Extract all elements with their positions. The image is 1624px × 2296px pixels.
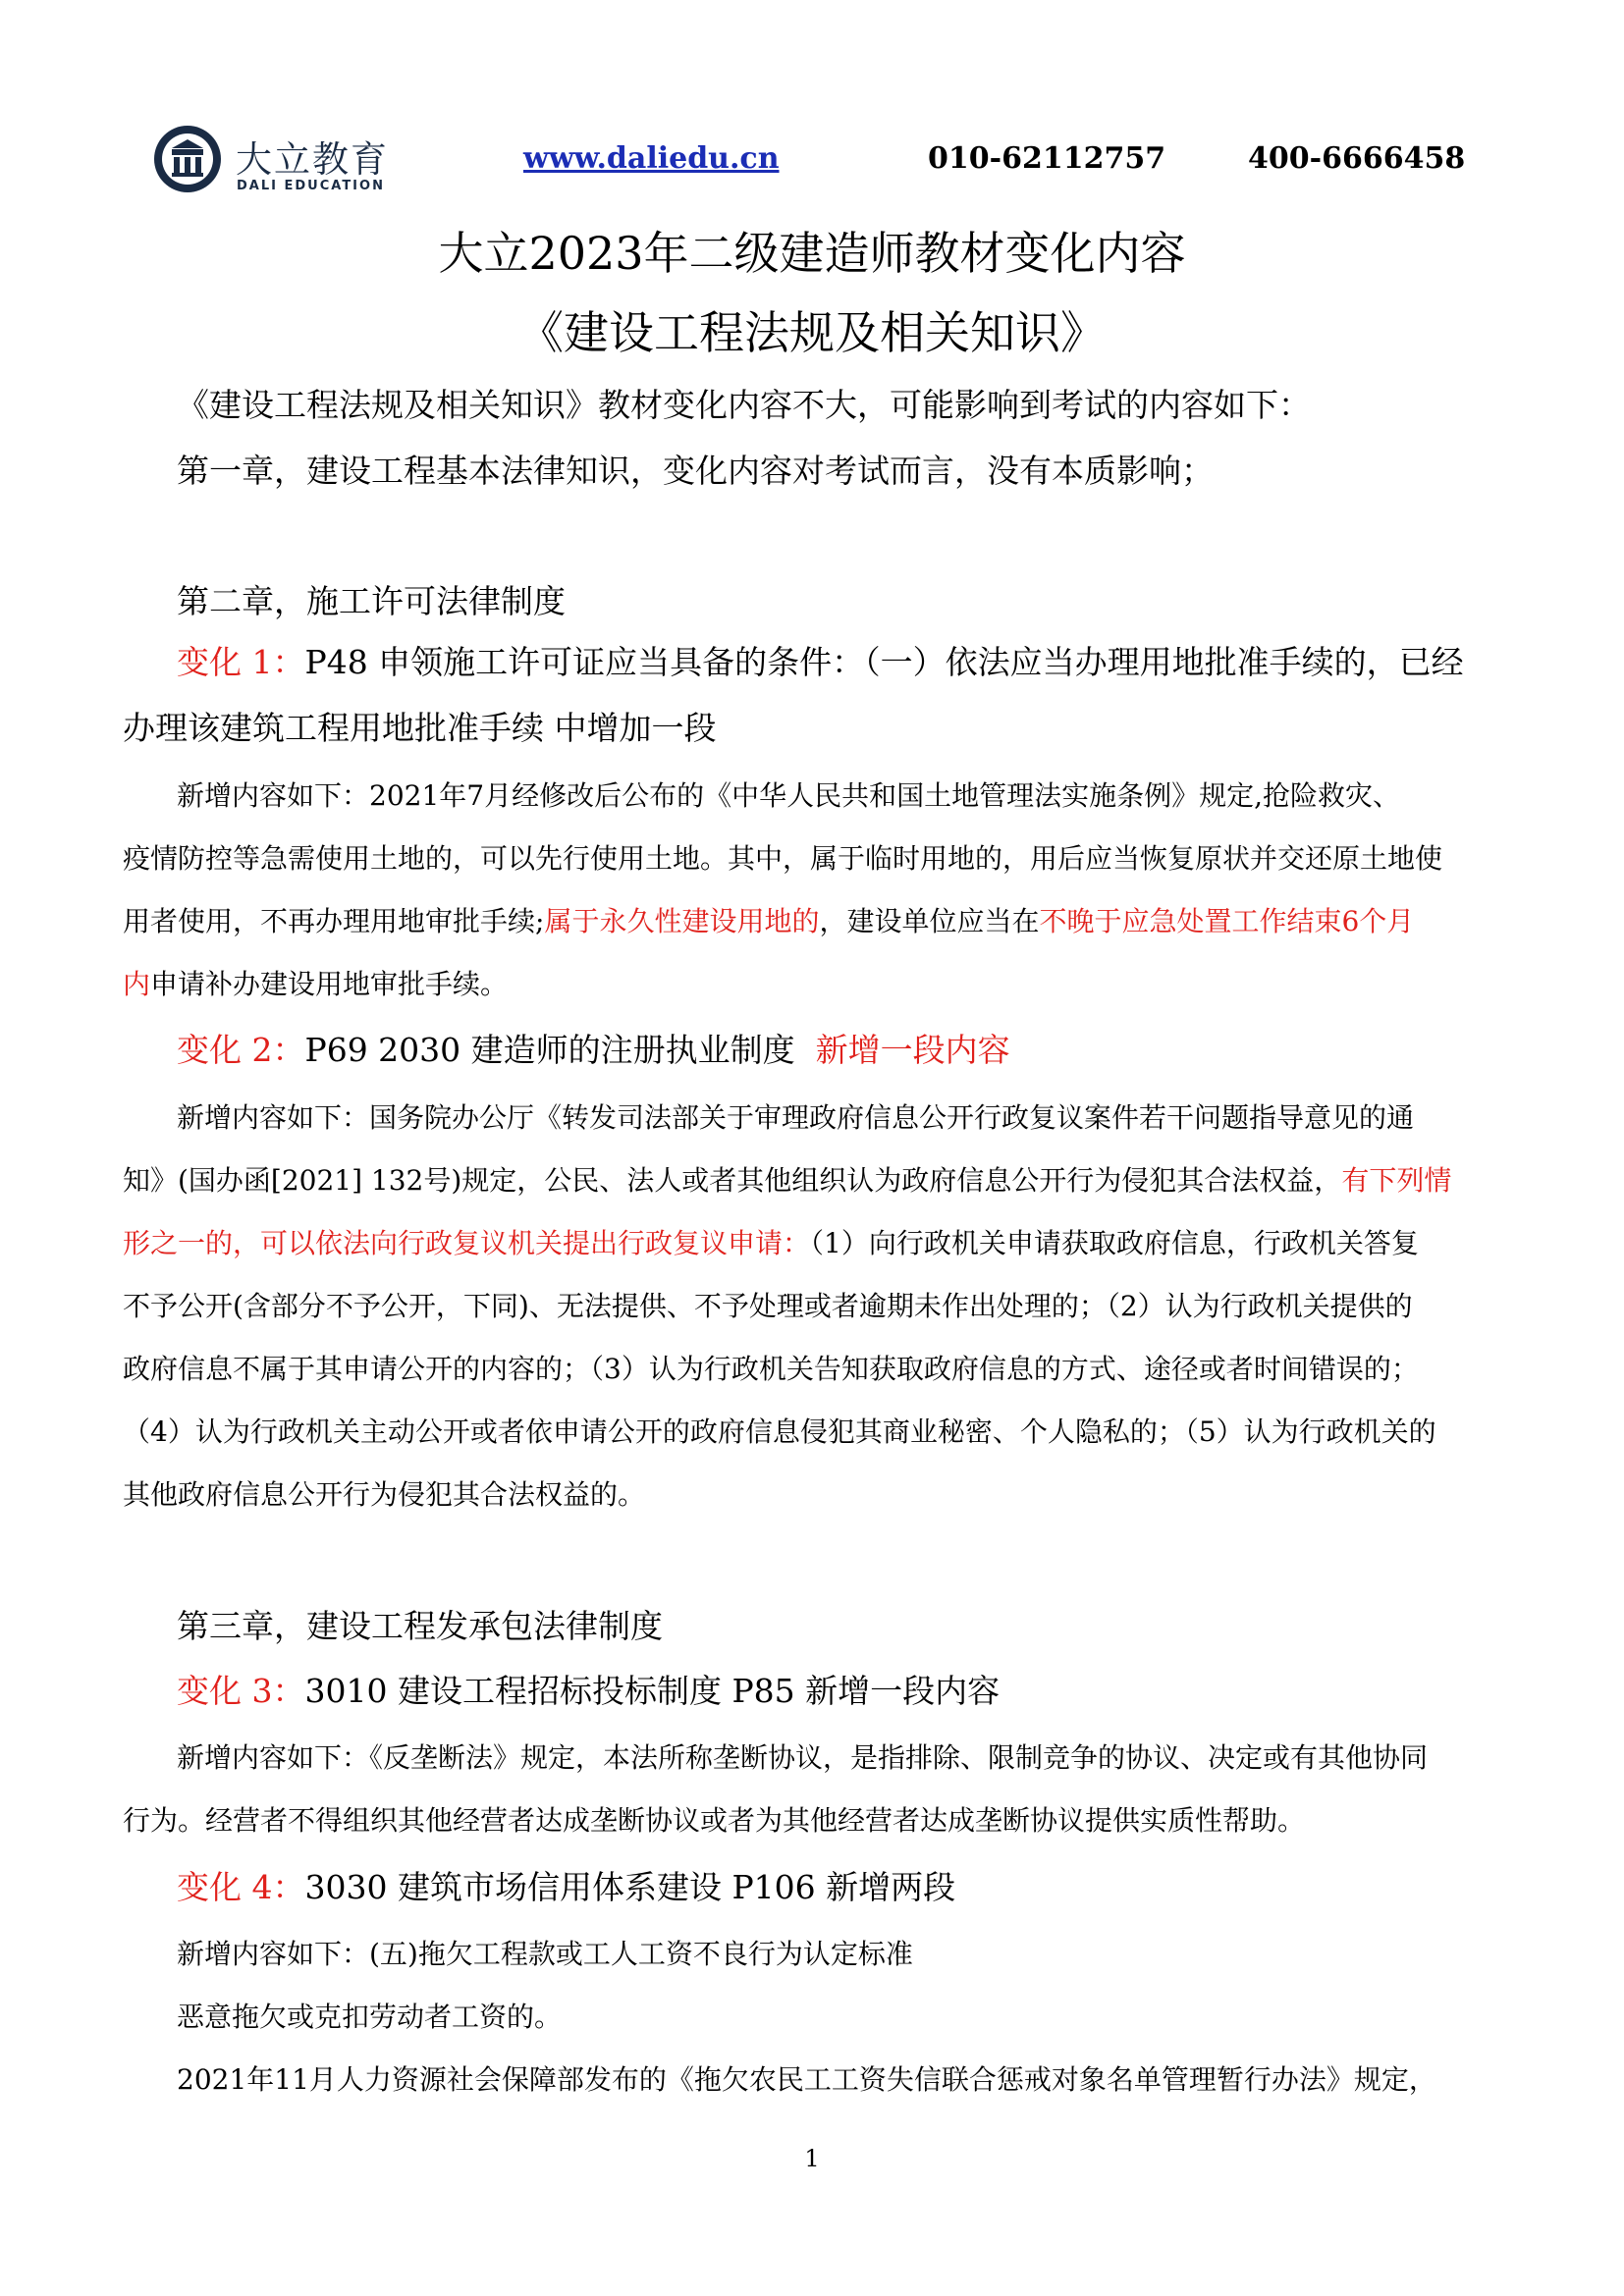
change2-content-line7: 其他政府信息公开行为侵犯其合法权益的。 [123,1478,646,1511]
change4-content-line2: 恶意拖欠或克扣劳动者工资的。 [177,2001,563,2033]
chapter3-heading: 第三章，建设工程发承包法律制度 [177,1607,663,1645]
highlight-text: 形之一的，可以依法向行政复议机关提出行政复议申请： [123,1227,811,1259]
document-subtitle: 《建设工程法规及相关知识》 [518,306,1106,359]
change2-text: P69 2030 建造师的注册执业制度 [304,1031,795,1069]
change3-content-line1: 新增内容如下：《反垄断法》规定，本法所称垄断协议，是指排除、限制竞争的协议、决定或有其他协同 [177,1741,1429,1774]
change2-content-line6: （4）认为行政机关主动公开或者依申请公开的政府信息侵犯其商业秘密、个人隐私的；（5）认为行政机关的 [123,1415,1436,1448]
change1-content-line2: 疫情防控等急需使用土地的，可以先行使用土地。其中，属于临时用地的，用后应当恢复原状并交还原土地使 [123,842,1443,875]
chapter2-heading: 第二章，施工许可法律制度 [177,582,566,620]
change4-content-line1: 新增内容如下：(五)拖欠工程款或工人工资不良行为认定标准 [177,1938,913,1970]
chapter1-paragraph: 第一章，建设工程基本法律知识，变化内容对考试而言，没有本质影响； [177,452,1214,490]
change4-text: 3030 建筑市场信用体系建设 P106 新增两段 [304,1868,956,1906]
change2-content-line3 [123,1221,1517,1266]
change2-label: 变化 2： [177,1031,305,1069]
content-text: 知》(国办函[2021] 132号)规定，公民、法人或者其他组织认为政府信息公开行为侵犯其合法权益， [123,1164,1342,1197]
change4-content-line3: 2021年11月人力资源社会保障部发布的《拖欠农民工工资失信联合惩戒对象名单管理暂行办法》规定， [177,2063,1436,2096]
logo-english-text: DALI EDUCATION [237,179,385,193]
change1-content-line3 [123,899,1517,944]
highlight-text: 不晚于应急处置工作结束6个月 [1039,905,1415,937]
content-text: 用者使用，不再办理用地审批手续; [123,905,545,937]
intro-paragraph: 《建设工程法规及相关知识》教材变化内容不大，可能影响到考试的内容如下： [177,386,1311,424]
dali-logo [152,124,398,197]
highlight-text: 内 [123,968,151,1000]
content-text: ，建设单位应当在 [819,905,1040,937]
change2-content-line5: 政府信息不属于其申请公开的内容的；（3）认为行政机关告知获取政府信息的方式、途径或者时间错误的； [123,1353,1419,1385]
content-text: 申请补办建设用地审批手续。 [150,968,509,1000]
dali-emblem-icon [152,124,223,194]
change3-content-line2: 行为。经营者不得组织其他经营者达成垄断协议或者为其他经营者达成垄断协议提供实质性帮助。 [123,1804,1306,1837]
phone-number-1: 010-62112757 [928,141,1166,176]
change2-content-line2 [123,1158,1517,1203]
change3-line [177,1667,1571,1716]
change4-label: 变化 4： [177,1868,305,1906]
page-header [152,116,1466,204]
change1-content-line4 [123,962,1517,1007]
change3-text: 3010 建设工程招标投标制度 P85 新增一段内容 [304,1672,1001,1710]
page-number: 1 [804,2145,820,2172]
change1-line2: 办理该建筑工程用地批准手续 中增加一段 [123,709,717,747]
change2-line [177,1026,1571,1075]
change2-content-line4: 不予公开(含部分不予公开，下同)、无法提供、不予处理或者逾期未作出处理的；（2）认为行政机关提供的 [123,1290,1413,1322]
change3-label: 变化 3： [177,1672,305,1710]
change1-line1 [177,638,1571,687]
highlight-text: 属于永久性建设用地的 [544,905,820,937]
document-title: 大立2023年二级建造师教材变化内容 [438,227,1186,280]
content-text: （1）向行政机关申请获取政府信息，行政机关答复 [810,1227,1419,1259]
phone-number-2: 400-6666458 [1248,141,1466,176]
highlight-text: 有下列情 [1341,1164,1452,1197]
change4-line [177,1863,1571,1912]
change2-highlight: 新增一段内容 [815,1031,1010,1069]
website-link[interactable]: www.daliedu.cn [523,141,780,176]
change1-text: P48 申领施工许可证应当具备的条件：（一）依法应当办理用地批准手续的，已经 [304,643,1464,681]
change2-content-line1: 新增内容如下：国务院办公厅《转发司法部关于审理政府信息公开行政复议案件若干问题指导意见的通 [177,1101,1415,1134]
change1-content-line1: 新增内容如下：2021年7月经修改后公布的《中华人民共和国土地管理法实施条例》规定,抢险救灾、 [177,779,1400,812]
logo-chinese-text: 大立教育 [236,138,389,181]
change1-label: 变化 1： [177,643,305,681]
